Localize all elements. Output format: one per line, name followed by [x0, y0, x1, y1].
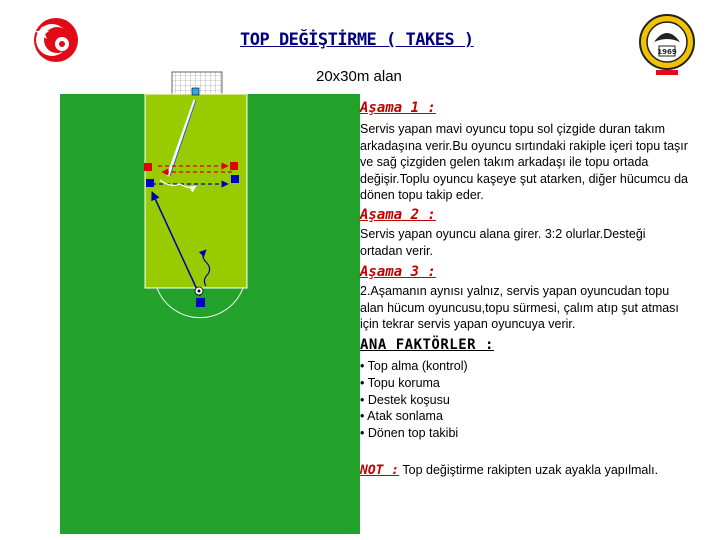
- page-title: TOP DEĞİŞTİRME ( TAKES ): [240, 30, 474, 50]
- practice-zone: [145, 94, 247, 288]
- note: [360, 462, 690, 480]
- instructions-panel: [360, 96, 690, 480]
- club-crest-year: 1969: [657, 48, 677, 56]
- area-size-label: 20x30m alan: [316, 68, 402, 85]
- key-factors-heading: ANA FAKTÖRLER :: [360, 336, 494, 353]
- list-item: • Dönen top takibi: [360, 426, 459, 441]
- goalkeeper-player: [192, 88, 199, 95]
- blue-player-right: [231, 175, 239, 183]
- list-item: • Destek koşusu: [360, 392, 450, 407]
- list-item: • Topu koruma: [360, 375, 440, 390]
- red-player-right: [230, 162, 238, 170]
- red-player-left: [144, 163, 152, 171]
- stage-3-heading: Aşama 3 :: [360, 264, 436, 281]
- key-factors-list: [360, 358, 690, 442]
- note-label: NOT :: [360, 462, 400, 478]
- blue-player-left: [146, 179, 154, 187]
- list-item: • Top alma (kontrol): [360, 358, 468, 373]
- stage-2-text: Servis yapan oyuncu alana girer. 3:2 olurlar.Desteği ortadan verir.: [360, 226, 646, 258]
- stage-1-heading: Aşama 1 :: [360, 100, 436, 116]
- stage-1-text: Servis yapan mavi oyuncu topu sol çizgide duran takım arkadaşına verir.Bu oyuncu sırtındaki rakiple içeri topu taşır ve sağ çizgiden gelen takım arkadaşı ile topu ortada değişir.Toplu oyuncu kaşeye şut atarken, diğer hücumcu da dönen topu takip eder.: [360, 122, 688, 203]
- blue-player-server: [196, 298, 205, 307]
- stage-3-text: 2.Aşamanın aynısı yalnız, servis yapan oyuncudan topu alan hücum oyuncusu,topu sürmesi, çalım atıp şut atması için tekrar servis yapan oyuncuya verir.: [360, 284, 679, 332]
- note-text: Top değiştirme rakipten uzak ayakla yapılmalı.: [399, 462, 659, 477]
- stage-2-heading: Aşama 2 :: [360, 206, 436, 223]
- football-icon: [195, 287, 203, 295]
- list-item: • Atak sonlama: [360, 409, 443, 424]
